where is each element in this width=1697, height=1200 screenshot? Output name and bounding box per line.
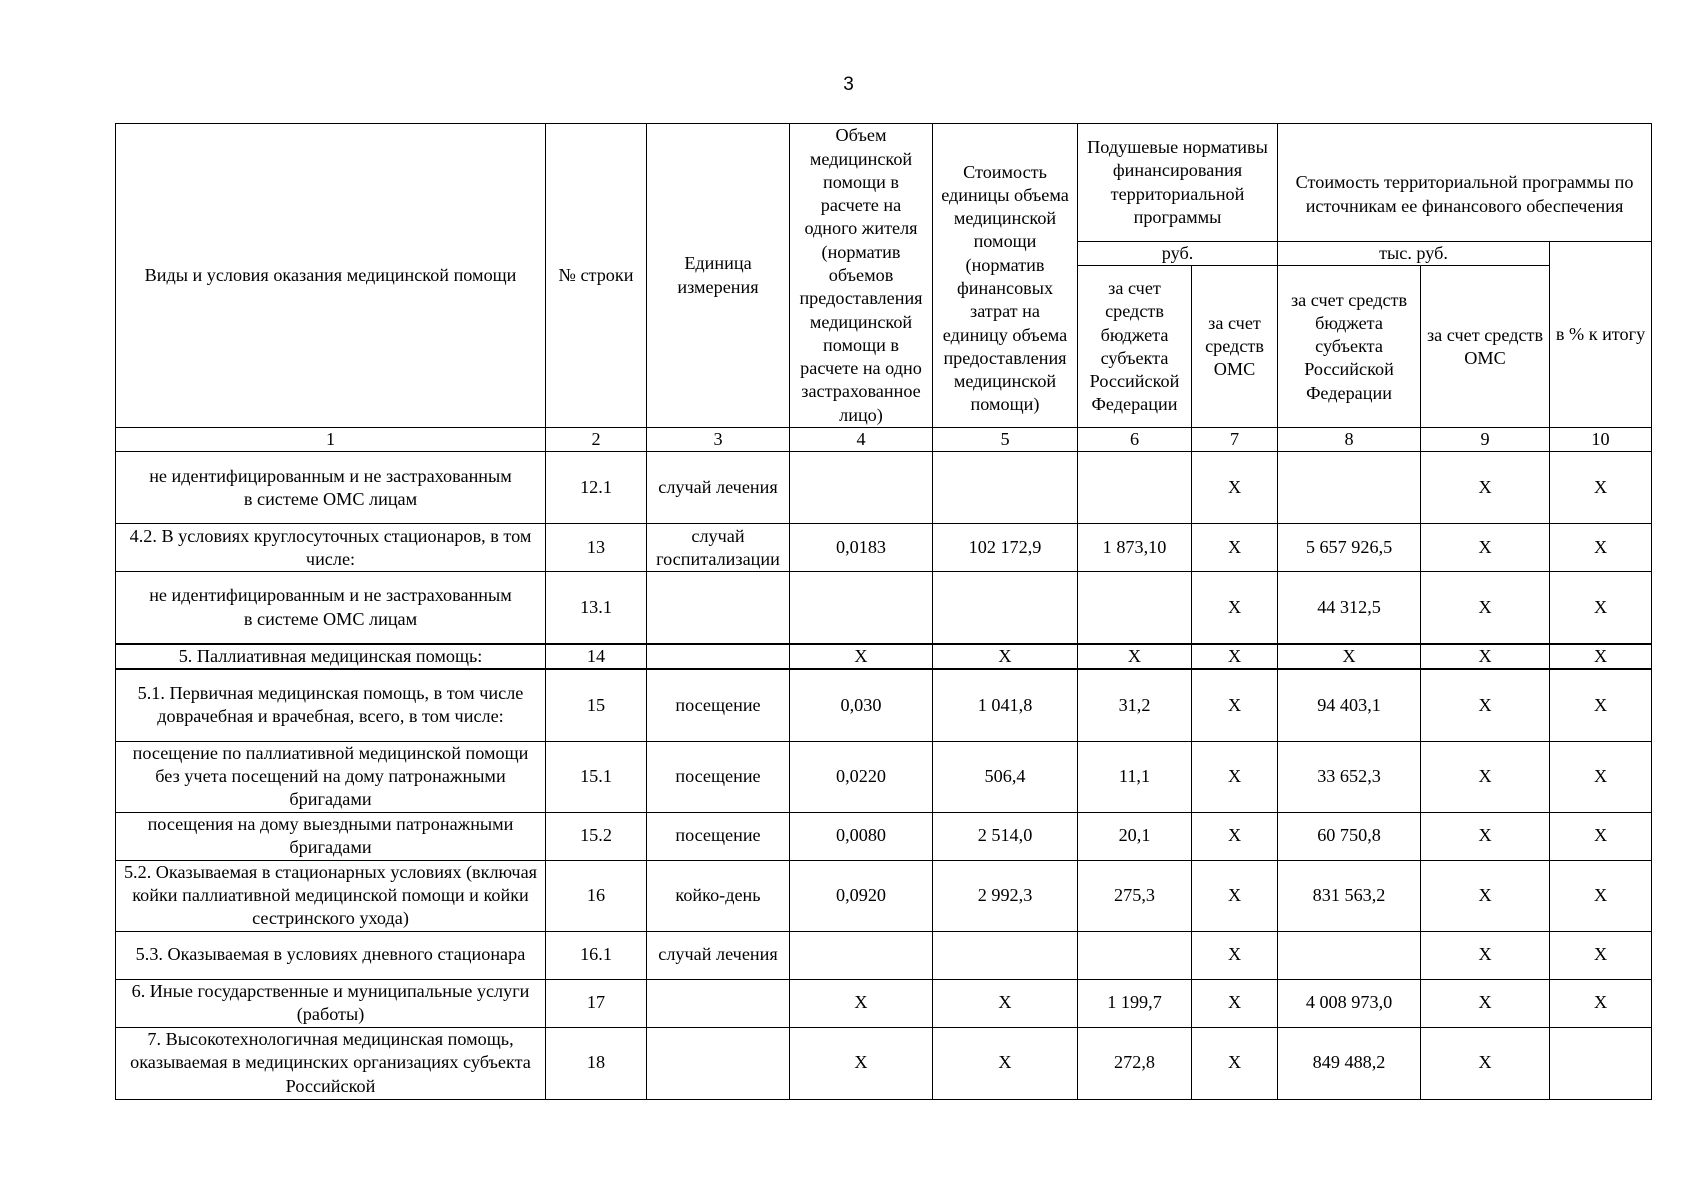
row-number: 13 <box>546 524 647 572</box>
row-unit-cost <box>933 452 1078 524</box>
table-row <box>116 812 1652 860</box>
table-row <box>116 452 1652 524</box>
column-number: 10 <box>1550 428 1652 452</box>
row-description: 5.3. Оказываемая в условиях дневного стационара <box>116 931 546 979</box>
row-cost-budget: 94 403,1 <box>1278 669 1421 741</box>
row-cost-oms: X <box>1421 931 1550 979</box>
row-cost-oms: X <box>1421 741 1550 812</box>
row-per-capita-budget: 20,1 <box>1078 812 1192 860</box>
column-number: 3 <box>647 428 790 452</box>
row-cost-oms: X <box>1421 860 1550 931</box>
row-cost-oms: X <box>1421 644 1550 669</box>
header-per-capita-budget: за счет средств бюджета субъекта Российской Федерации <box>1078 266 1192 428</box>
table-row <box>116 979 1652 1027</box>
row-per-capita-oms: X <box>1192 979 1278 1027</box>
row-unit-cost: 2 992,3 <box>933 860 1078 931</box>
row-unit-cost: X <box>933 1027 1078 1099</box>
row-number: 16.1 <box>546 931 647 979</box>
row-unit <box>647 644 790 669</box>
header-unit-rub: руб. <box>1078 242 1278 266</box>
row-cost-budget: 44 312,5 <box>1278 572 1421 644</box>
row-cost-oms: X <box>1421 669 1550 741</box>
column-number: 7 <box>1192 428 1278 452</box>
row-volume: X <box>790 644 933 669</box>
row-description: посещение по паллиативной медицинской помощи без учета посещений на дому патронажными бригадами <box>116 741 546 812</box>
table-row <box>116 644 1652 669</box>
column-number: 9 <box>1421 428 1550 452</box>
row-percent-total <box>1550 1027 1652 1099</box>
row-volume: 0,0220 <box>790 741 933 812</box>
row-percent-total: X <box>1550 860 1652 931</box>
row-cost-budget: 5 657 926,5 <box>1278 524 1421 572</box>
row-unit: посещение <box>647 669 790 741</box>
row-per-capita-oms: X <box>1192 644 1278 669</box>
header-unit: Единица измерения <box>647 124 790 428</box>
row-number: 18 <box>546 1027 647 1099</box>
row-number: 13.1 <box>546 572 647 644</box>
row-unit-cost <box>933 572 1078 644</box>
row-unit-cost: 102 172,9 <box>933 524 1078 572</box>
row-per-capita-budget: 31,2 <box>1078 669 1192 741</box>
header-program-cost-group: Стоимость территориальной программы по источникам ее финансового обеспечения <box>1278 124 1652 242</box>
table-row <box>116 860 1652 931</box>
row-per-capita-oms: X <box>1192 572 1278 644</box>
row-volume: 0,030 <box>790 669 933 741</box>
row-per-capita-budget <box>1078 572 1192 644</box>
row-per-capita-budget <box>1078 452 1192 524</box>
row-description: 5. Паллиативная медицинская помощь: <box>116 644 546 669</box>
row-percent-total: X <box>1550 979 1652 1027</box>
row-number: 15 <box>546 669 647 741</box>
row-description: 6. Иные государственные и муниципальные услуги (работы) <box>116 979 546 1027</box>
table-row <box>116 931 1652 979</box>
row-percent-total: X <box>1550 741 1652 812</box>
row-number: 14 <box>546 644 647 669</box>
row-percent-total: X <box>1550 931 1652 979</box>
row-unit-cost: X <box>933 979 1078 1027</box>
row-per-capita-budget <box>1078 931 1192 979</box>
column-number: 2 <box>546 428 647 452</box>
row-unit-cost: 1 041,8 <box>933 669 1078 741</box>
column-number: 1 <box>116 428 546 452</box>
header-row-number: № строки <box>546 124 647 428</box>
row-unit-cost: 2 514,0 <box>933 812 1078 860</box>
row-cost-budget: 4 008 973,0 <box>1278 979 1421 1027</box>
header-unit-thousand-rub: тыс. руб. <box>1278 242 1550 266</box>
row-cost-oms: X <box>1421 979 1550 1027</box>
row-cost-budget: 849 488,2 <box>1278 1027 1421 1099</box>
row-cost-oms: X <box>1421 524 1550 572</box>
row-per-capita-oms: X <box>1192 860 1278 931</box>
row-unit-cost <box>933 931 1078 979</box>
row-unit <box>647 979 790 1027</box>
row-per-capita-oms: X <box>1192 452 1278 524</box>
column-number: 8 <box>1278 428 1421 452</box>
row-cost-budget: 831 563,2 <box>1278 860 1421 931</box>
row-unit: случай лечения <box>647 931 790 979</box>
row-unit: случай лечения <box>647 452 790 524</box>
row-per-capita-budget: 275,3 <box>1078 860 1192 931</box>
row-description: 4.2. В условиях круглосуточных стационаров, в том числе: <box>116 524 546 572</box>
row-volume <box>790 572 933 644</box>
header-unit-cost: Стоимость единицы объема медицинской помощи (норматив финансовых затрат на единицу объема предоставления медицинской помощи) <box>933 124 1078 428</box>
page-number: 3 <box>843 74 854 95</box>
row-cost-oms: X <box>1421 1027 1550 1099</box>
column-number: 6 <box>1078 428 1192 452</box>
table-row <box>116 669 1652 741</box>
row-percent-total: X <box>1550 452 1652 524</box>
row-volume <box>790 452 933 524</box>
row-percent-total: X <box>1550 812 1652 860</box>
row-per-capita-oms: X <box>1192 741 1278 812</box>
column-number: 4 <box>790 428 933 452</box>
row-description: 5.1. Первичная медицинская помощь, в том числе доврачебная и врачебная, всего, в том числе: <box>116 669 546 741</box>
row-unit-cost: X <box>933 644 1078 669</box>
row-per-capita-budget: X <box>1078 644 1192 669</box>
header-cost-oms: за счет средств ОМС <box>1421 266 1550 428</box>
row-number: 15.2 <box>546 812 647 860</box>
row-percent-total: X <box>1550 644 1652 669</box>
row-per-capita-budget: 272,8 <box>1078 1027 1192 1099</box>
row-volume <box>790 931 933 979</box>
row-volume: 0,0080 <box>790 812 933 860</box>
header-per-capita-group: Подушевые нормативы финансирования территориальной программы <box>1078 124 1278 242</box>
row-cost-budget: 60 750,8 <box>1278 812 1421 860</box>
row-per-capita-oms: X <box>1192 524 1278 572</box>
row-unit: посещение <box>647 741 790 812</box>
row-unit <box>647 572 790 644</box>
table-row <box>116 524 1652 572</box>
header-volume: Объем медицинской помощи в расчете на одного жителя (норматив объемов предоставления медицинской помощи в расчете на одно застрахованное лицо) <box>790 124 933 428</box>
row-description: 7. Высокотехнологичная медицинская помощь, оказываемая в медицинских организациях субъекта Российской <box>116 1027 546 1099</box>
header-cost-budget: за счет средств бюджета субъекта Российской Федерации <box>1278 266 1421 428</box>
row-percent-total: X <box>1550 524 1652 572</box>
table-row <box>116 572 1652 644</box>
row-unit: случай госпитализации <box>647 524 790 572</box>
row-unit: койко-день <box>647 860 790 931</box>
row-cost-budget <box>1278 452 1421 524</box>
header-per-capita-oms: за счет средств ОМС <box>1192 266 1278 428</box>
row-percent-total: X <box>1550 572 1652 644</box>
row-per-capita-oms: X <box>1192 669 1278 741</box>
row-cost-oms: X <box>1421 572 1550 644</box>
table-row <box>116 741 1652 812</box>
column-number: 5 <box>933 428 1078 452</box>
row-per-capita-budget: 11,1 <box>1078 741 1192 812</box>
header-kinds: Виды и условия оказания медицинской помощи <box>116 124 546 428</box>
row-volume: 0,0920 <box>790 860 933 931</box>
row-per-capita-budget: 1 199,7 <box>1078 979 1192 1027</box>
row-description: посещения на дому выездными патронажными бригадами <box>116 812 546 860</box>
row-per-capita-oms: X <box>1192 812 1278 860</box>
row-volume: X <box>790 1027 933 1099</box>
financing-table <box>115 123 1652 1100</box>
row-unit <box>647 1027 790 1099</box>
header-percent-total: в % к итогу <box>1550 242 1652 428</box>
row-volume: 0,0183 <box>790 524 933 572</box>
row-volume: X <box>790 979 933 1027</box>
row-cost-oms: X <box>1421 812 1550 860</box>
row-number: 15.1 <box>546 741 647 812</box>
row-number: 16 <box>546 860 647 931</box>
row-per-capita-oms: X <box>1192 931 1278 979</box>
row-cost-budget: 33 652,3 <box>1278 741 1421 812</box>
row-percent-total: X <box>1550 669 1652 741</box>
table-row <box>116 1027 1652 1099</box>
row-cost-budget <box>1278 931 1421 979</box>
row-per-capita-budget: 1 873,10 <box>1078 524 1192 572</box>
row-description: не идентифицированным и не застрахованным в системе ОМС лицам <box>116 452 546 524</box>
row-unit-cost: 506,4 <box>933 741 1078 812</box>
row-per-capita-oms: X <box>1192 1027 1278 1099</box>
row-number: 12.1 <box>546 452 647 524</box>
row-unit: посещение <box>647 812 790 860</box>
row-description: не идентифицированным и не застрахованным в системе ОМС лицам <box>116 572 546 644</box>
row-description: 5.2. Оказываемая в стационарных условиях (включая койки паллиативной медицинской помощи и койки сестринского ухода) <box>116 860 546 931</box>
row-cost-budget: X <box>1278 644 1421 669</box>
row-number: 17 <box>546 979 647 1027</box>
row-cost-oms: X <box>1421 452 1550 524</box>
